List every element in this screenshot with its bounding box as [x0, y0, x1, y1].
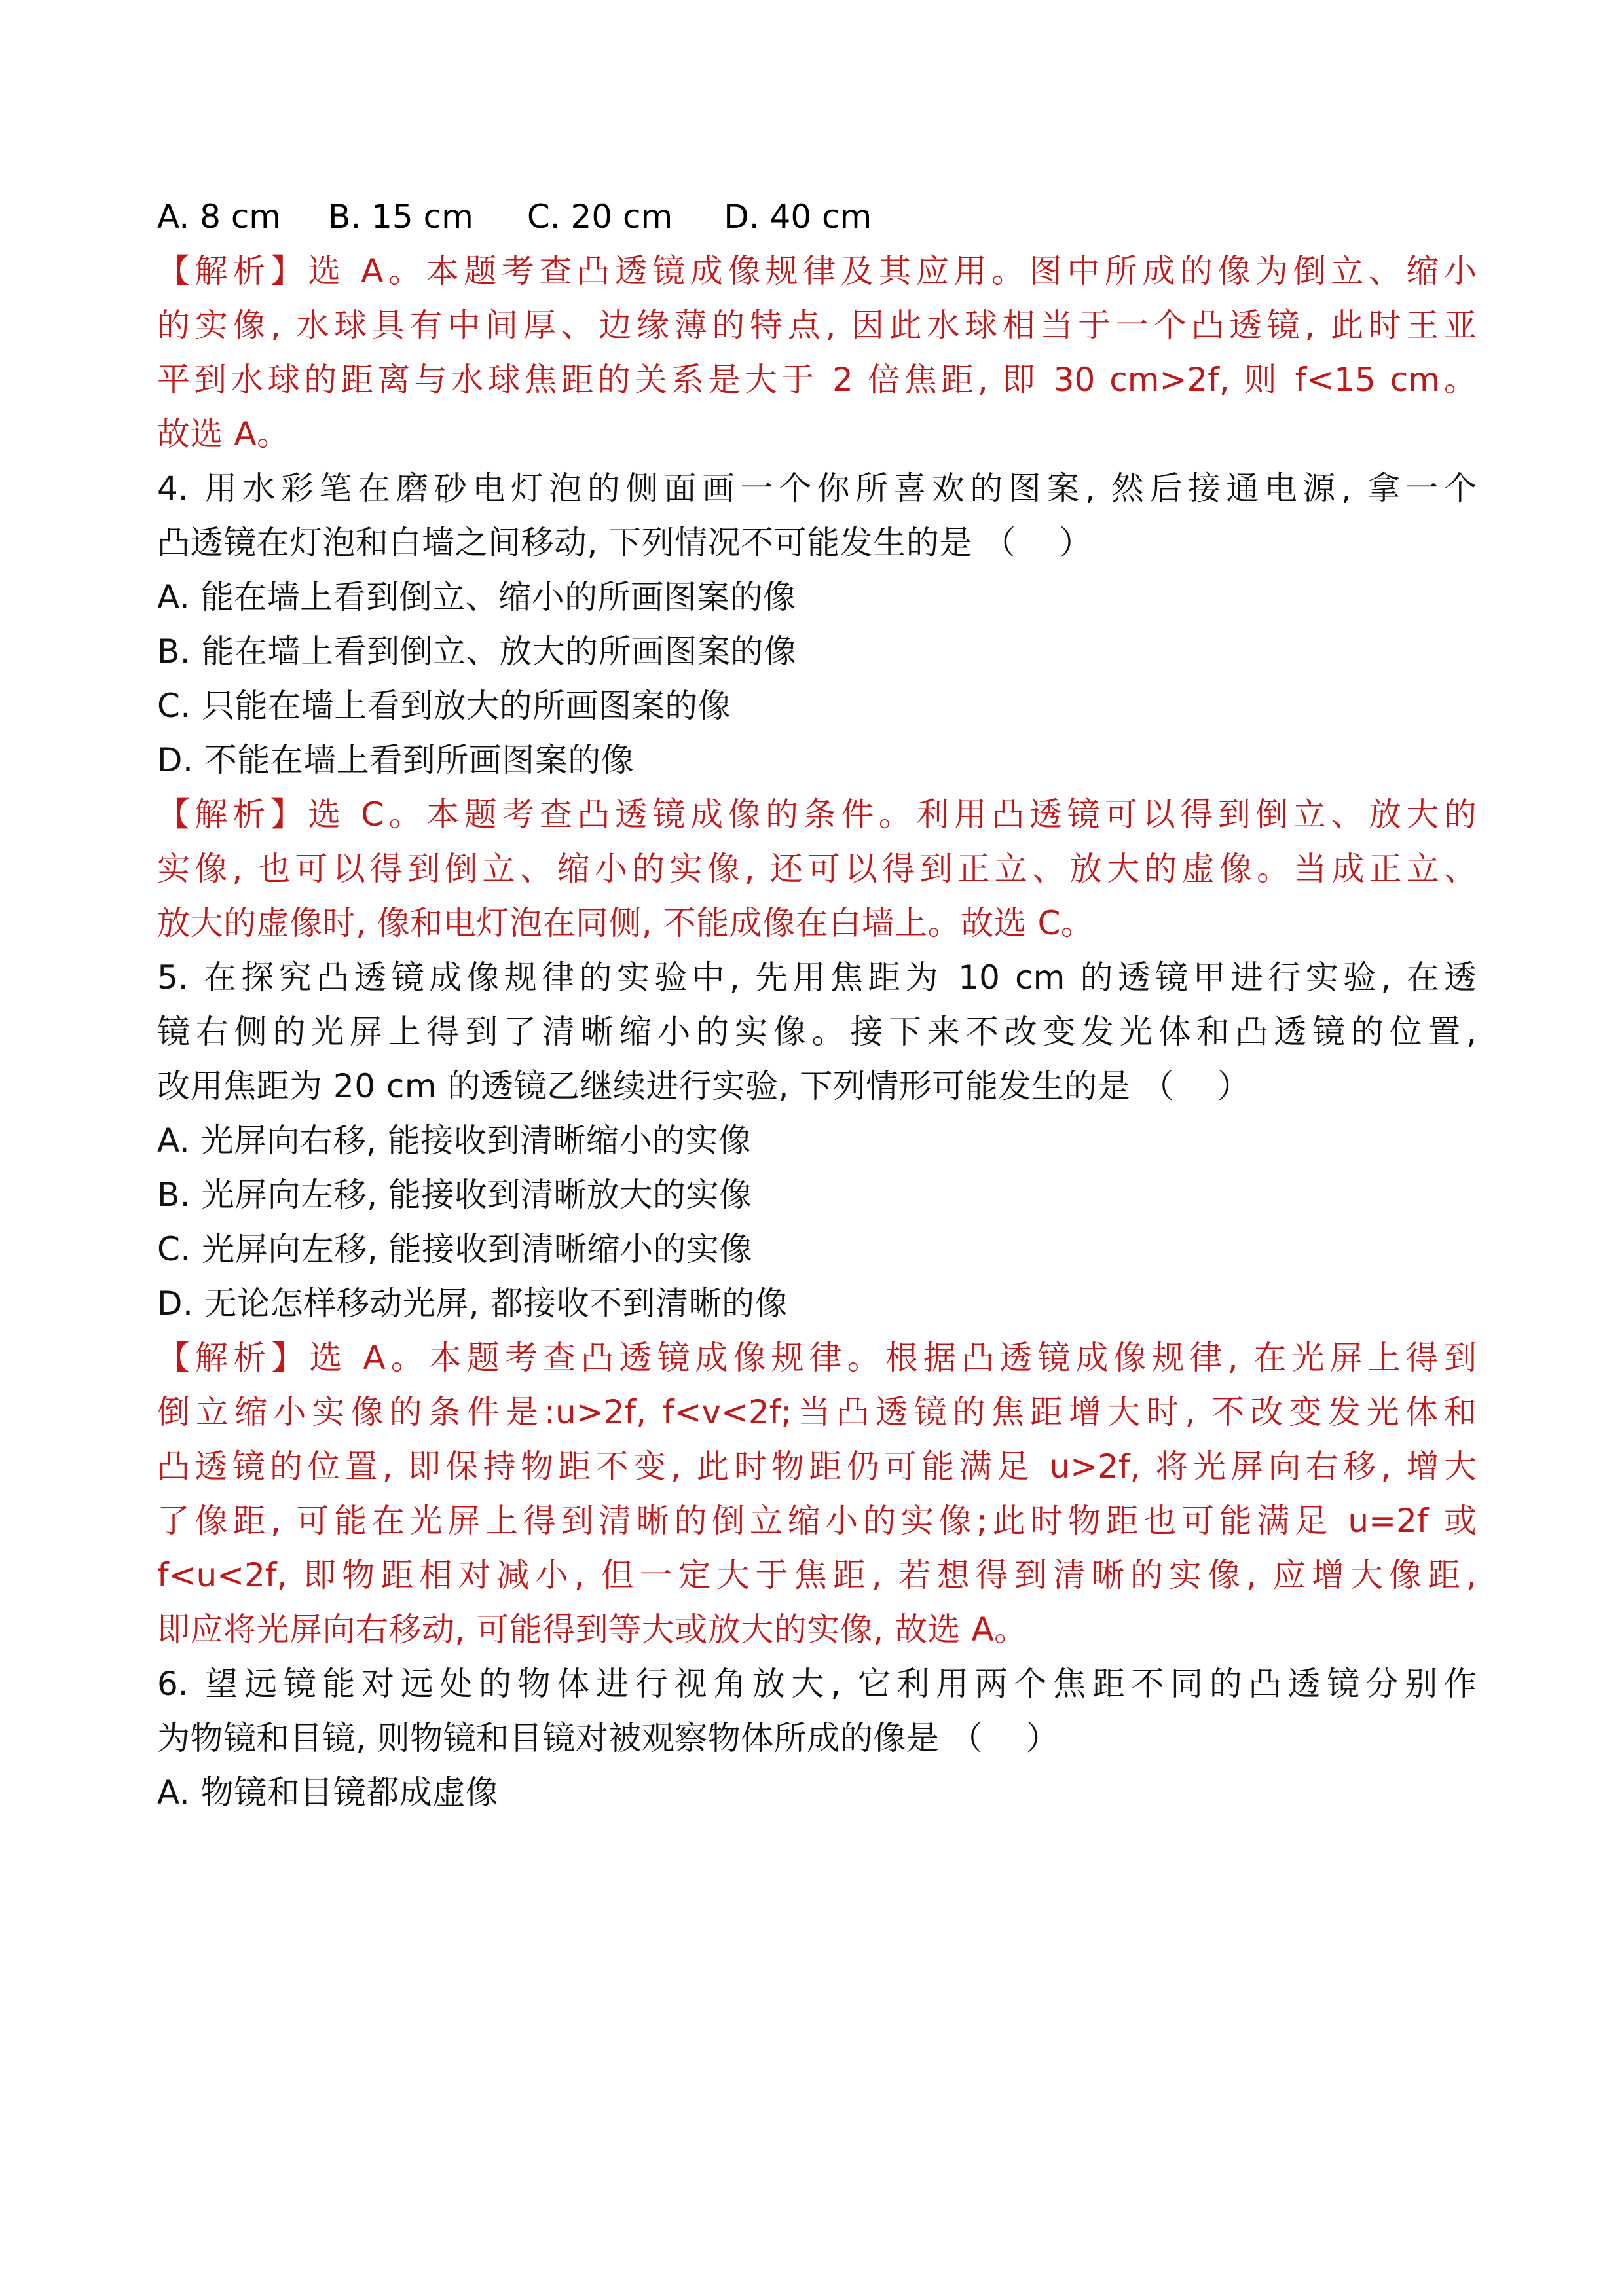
- q4-stem-line: 4. 用水彩笔在磨砂电灯泡的侧面画一个你所喜欢的图案, 然后接通电源, 拿一个: [157, 469, 1477, 507]
- q3-explanation-line: 的实像, 水球具有中间厚、边缘薄的特点, 因此水球相当于一个凸透镜, 此时王亚: [157, 306, 1477, 344]
- q5-explanation-line: 倒立缩小实像的条件是:u>2f, f<v<2f;当凸透镜的焦距增大时, 不改变发光体和: [157, 1393, 1477, 1431]
- q4-stem-line: 凸透镜在灯泡和白墙之间移动, 下列情况不可能发生的是 （ ）: [157, 524, 1092, 562]
- q5-option-d[interactable]: D. 无论怎样移动光屏, 都接收不到清晰的像: [157, 1285, 788, 1322]
- q4-explanation-line: 实像, 也可以得到倒立、缩小的实像, 还可以得到正立、放大的虚像。当成正立、: [157, 850, 1477, 888]
- q3-option-b[interactable]: B. 15 cm: [328, 198, 473, 236]
- q5-explanation-line: f<u<2f, 即物距相对减小, 但一定大于焦距, 若想得到清晰的实像, 应增大像距,: [157, 1556, 1477, 1594]
- q6-option-a[interactable]: A. 物镜和目镜都成虚像: [157, 1774, 499, 1812]
- q5-explanation-line: 即应将光屏向右移动, 可能得到等大或放大的实像, 故选 A。: [157, 1611, 1027, 1649]
- q5-explanation-line: 了像距, 可能在光屏上得到清晰的倒立缩小的实像;此时物距也可能满足 u=2f 或: [157, 1502, 1477, 1540]
- q4-option-c[interactable]: C. 只能在墙上看到放大的所画图案的像: [157, 687, 731, 725]
- q5-stem-line: 5. 在探究凸透镜成像规律的实验中, 先用焦距为 10 cm 的透镜甲进行实验, 在透: [157, 958, 1477, 996]
- q4-explanation-line: 放大的虚像时, 像和电灯泡在同侧, 不能成像在白墙上。故选 C。: [157, 904, 1094, 942]
- q4-option-d[interactable]: D. 不能在墙上看到所画图案的像: [157, 741, 635, 779]
- q3-explanation-line: 故选 A。: [157, 415, 290, 453]
- q5-stem-line: 改用焦距为 20 cm 的透镜乙继续进行实验, 下列情形可能发生的是 （ ）: [157, 1067, 1251, 1105]
- q3-explanation-line: 【解析】选 A。本题考查凸透镜成像规律及其应用。图中所成的像为倒立、缩小: [157, 252, 1477, 290]
- q5-stem-line: 镜右侧的光屏上得到了清晰缩小的实像。接下来不改变发光体和凸透镜的位置,: [157, 1013, 1477, 1051]
- q3-option-a[interactable]: A. 8 cm: [157, 198, 282, 236]
- q4-option-a[interactable]: A. 能在墙上看到倒立、缩小的所画图案的像: [157, 578, 796, 616]
- q6-stem-line: 为物镜和目镜, 则物镜和目镜对被观察物体所成的像是 （ ）: [157, 1719, 1060, 1757]
- q6-stem-line: 6. 望远镜能对远处的物体进行视角放大, 它利用两个焦距不同的凸透镜分别作: [157, 1665, 1477, 1703]
- q5-explanation-line: 凸透镜的位置, 即保持物距不变, 此时物距仍可能满足 u>2f, 将光屏向右移, 增大: [157, 1448, 1477, 1485]
- q4-option-b[interactable]: B. 能在墙上看到倒立、放大的所画图案的像: [157, 632, 797, 670]
- q5-option-b[interactable]: B. 光屏向左移, 能接收到清晰放大的实像: [157, 1176, 752, 1214]
- q3-option-d[interactable]: D. 40 cm: [724, 198, 872, 236]
- q5-option-a[interactable]: A. 光屏向右移, 能接收到清晰缩小的实像: [157, 1121, 752, 1159]
- q3-option-c[interactable]: C. 20 cm: [526, 198, 673, 236]
- q5-option-c[interactable]: C. 光屏向左移, 能接收到清晰缩小的实像: [157, 1230, 752, 1268]
- page-content: [157, 190, 1477, 1820]
- q4-explanation-line: 【解析】选 C。本题考查凸透镜成像的条件。利用凸透镜可以得到倒立、放大的: [157, 795, 1477, 833]
- q3-explanation-line: 平到水球的距离与水球焦距的关系是大于 2 倍焦距, 即 30 cm>2f, 则 f<15 cm。: [157, 361, 1477, 399]
- q3-options-row: [157, 190, 1477, 244]
- q5-explanation-line: 【解析】选 A。本题考查凸透镜成像规律。根据凸透镜成像规律, 在光屏上得到: [157, 1339, 1477, 1377]
